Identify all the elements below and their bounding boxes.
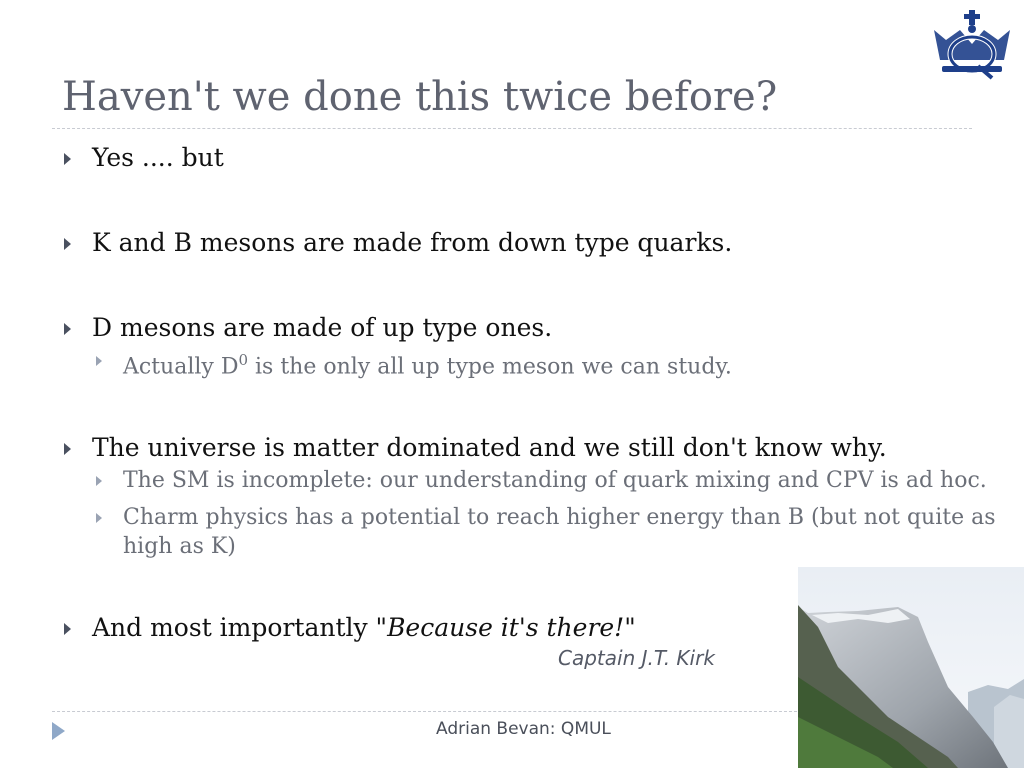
bullet-item: K and B mesons are made from down type quarks.: [62, 225, 1022, 261]
superscript: 0: [238, 351, 249, 369]
bullet-item: Yes .... but: [62, 140, 1022, 176]
sub-bullet-item: [93, 346, 1022, 381]
quote-attribution: Captain J.T. Kirk: [558, 646, 715, 670]
quote-emphasis: Because it's there!: [387, 613, 625, 643]
next-slide-arrow-icon[interactable]: [52, 722, 65, 740]
slide-title: Haven't we done this twice before?: [62, 74, 778, 120]
sub-bullet-item: Charm physics has a potential to reach higher energy than B (but not quite as high as K): [93, 503, 1023, 561]
bullet-item: The universe is matter dominated and we still don't know why.: [62, 430, 1022, 466]
sub-bullet-text: Actually D: [123, 354, 239, 380]
sub-bullet-item: The SM is incomplete: our understanding of quark mixing and CPV is ad hoc.: [93, 466, 1022, 495]
footer-divider: [52, 711, 797, 712]
title-divider: [52, 128, 972, 129]
sub-bullet-text: is the only all up type meson we can study.: [248, 354, 732, 380]
bullet-text: And most importantly ": [92, 613, 388, 643]
bullet-text: ": [624, 613, 636, 643]
bullet-item: D mesons are made of up type ones.: [62, 310, 1022, 346]
mountain-photo: [798, 567, 1024, 768]
qmul-crown-logo-icon: [930, 8, 1014, 80]
footer-text: Adrian Bevan: QMUL: [436, 719, 611, 739]
